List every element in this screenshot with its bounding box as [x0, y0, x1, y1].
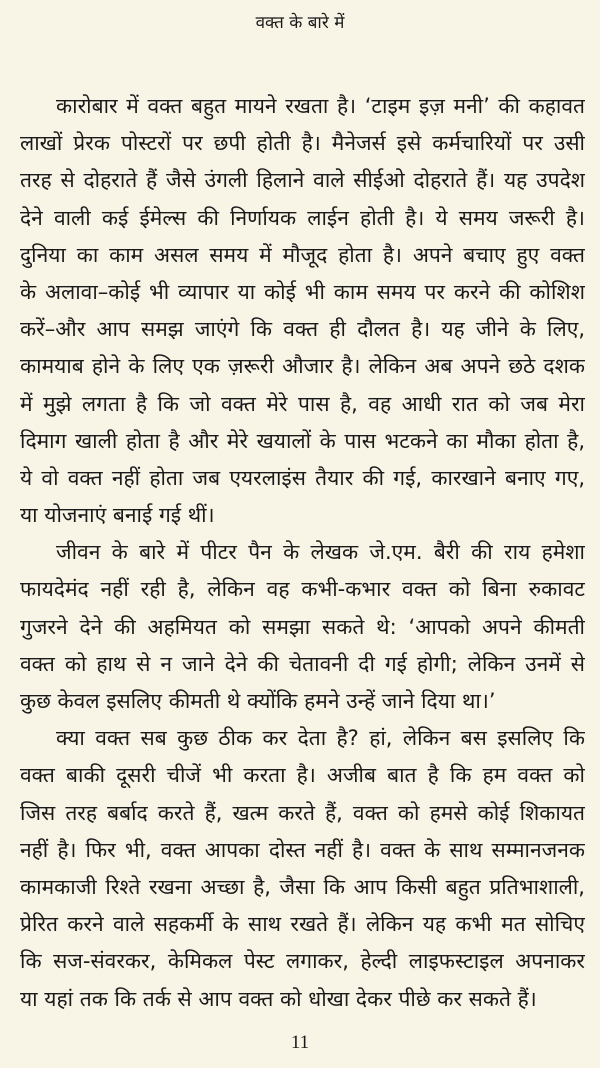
text-line: कामयाब होने के लिए एक ज़रूरी औजार है। लेकिन अब अपने छठे दशक: [20, 354, 585, 379]
text-line: कि सज-संवरकर, केमिकल पेस्ट लगाकर, हेल्दी लाइफस्टाइल अपनाकर: [20, 949, 585, 974]
text-line: या योजनाएं बनाई गई थीं।: [20, 503, 215, 528]
running-header: वक्त के बारे में: [255, 13, 345, 33]
text-line: या यहां तक कि तर्क से आप वक्त को धोखा देकर पीछे कर सकते हैं।: [20, 986, 537, 1011]
body-text: [20, 88, 585, 1018]
text-line: जिस तरह बर्बाद करते हैं, खत्म करते हैं, वक्त को हमसे कोई शिकायत: [20, 800, 585, 825]
text-line: फायदेमंद नहीं रही है, लेकिन वह कभी-कभार वक्त को बिना रुकावट: [20, 577, 585, 602]
text-line: लाखों प्रेरक पोस्टरों पर छपी होती है। मैनेजर्स इसे कर्मचारियों पर उसी: [20, 131, 585, 156]
page-number: 11: [290, 1032, 310, 1053]
text-line: देने वाली कई ईमेल्स की निर्णायक लाईन होती है। ये समय जरूरी है।: [20, 205, 585, 230]
text-line: जीवन के बारे में पीटर पैन के लेखक जे.एम. बैरी की राय हमेशा: [56, 540, 585, 565]
text-line: नहीं है। फिर भी, वक्त आपका दोस्त नहीं है। वक्त के साथ सम्मानजनक: [20, 837, 585, 862]
text-line: गुजरने देने की अहमियत को समझा सकते थे: ‘आपको अपने कीमती: [20, 614, 585, 639]
text-line: प्रेरित करने वाले सहकर्मी के साथ रखते हैं। लेकिन यह कभी मत सोचिए: [20, 912, 585, 937]
text-line: दुनिया का काम असल समय में मौजूद होता है। अपने बचाए हुए वक्त: [20, 242, 585, 267]
text-line: क्या वक्त सब कुछ ठीक कर देता है? हां, लेकिन बस इसलिए कि: [56, 726, 585, 751]
text-line: के अलावा–कोई भी व्यापार या कोई भी काम समय पर करने की कोशिश: [20, 279, 585, 304]
paragraph: [20, 534, 585, 720]
text-line: कारोबार में वक्त बहुत मायने रखता है। ‘टाइम इज़ मनी’ की कहावत: [56, 94, 585, 118]
text-line: करें–और आप समझ जाएंगे कि वक्त ही दौलत है। यह जीने के लिए,: [20, 317, 585, 342]
text-line: में मुझे लगता है कि जो वक्त मेरे पास है, वह आधी रात को जब मेरा: [20, 391, 585, 416]
text-line: ये वो वक्त नहीं होता जब एयरलाइंस तैयार की गई, कारखाने बनाए गए,: [20, 465, 585, 490]
text-line: तरह से दोहराते हैं जैसे उंगली हिलाने वाले सीईओ दोहराते हैं। यह उपदेश: [20, 168, 585, 193]
text-line: वक्त को हाथ से न जाने देने की चेतावनी दी गई होगी; लेकिन उनमें से: [20, 651, 585, 676]
text-line: कामकाजी रिश्ते रखना अच्छा है, जैसा कि आप किसी बहुत प्रतिभाशाली,: [20, 874, 585, 899]
text-line: दिमाग खाली होता है और मेरे खयालों के पास भटकने का मौका होता है,: [20, 428, 585, 453]
paragraph: [20, 88, 585, 534]
text-line: वक्त बाकी दूसरी चीजें भी करता है। अजीब बात है कि हम वक्त को: [20, 763, 585, 788]
text-line: कुछ केवल इसलिए कीमती थे क्योंकि हमने उन्हें जाने दिया था।’: [20, 689, 496, 713]
paragraph: [20, 720, 585, 1018]
